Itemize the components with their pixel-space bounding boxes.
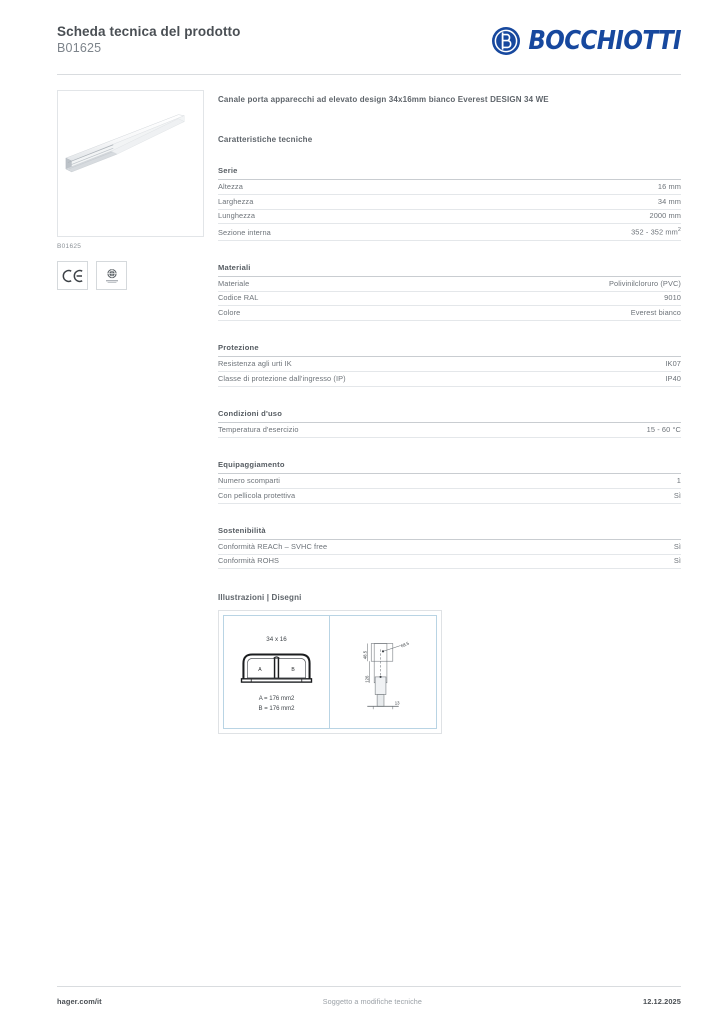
- spec-value-text: 352 - 352 mm: [631, 227, 678, 237]
- table-row: [218, 554, 681, 569]
- table-row: [218, 474, 681, 489]
- svg-text:68.5: 68.5: [400, 640, 410, 649]
- illustrations-frame: [218, 610, 442, 734]
- technical-characteristics-title: Caratteristiche tecniche: [218, 135, 313, 144]
- product-description: Canale porta apparecchi ad elevato design 34x16mm bianco Everest DESIGN 34 WE: [218, 95, 549, 104]
- spec-label: Temperatura d'esercizio: [218, 423, 543, 438]
- bocchiotti-circle-b-icon: [491, 26, 521, 56]
- spec-group-heading: Materiali: [218, 263, 681, 277]
- table-row: [218, 423, 681, 438]
- spec-label: Lunghezza: [218, 209, 456, 224]
- spec-table: [218, 180, 681, 241]
- spec-label: Sezione interna: [218, 224, 456, 240]
- spec-value: IK07: [631, 357, 681, 372]
- spec-value: IP40: [631, 372, 681, 387]
- spec-label: Numero scomparti: [218, 474, 642, 489]
- spec-label: Conformità REACh – SVHC free: [218, 540, 652, 555]
- footer-note: Soggetto a modifiche tecniche: [322, 997, 422, 1006]
- spec-value: 15 - 60 °C: [543, 423, 681, 438]
- spec-value: 1: [642, 474, 681, 489]
- spec-value: Sì: [652, 554, 681, 569]
- footer-divider: [57, 986, 681, 987]
- mounting-detail-drawing: [330, 615, 437, 729]
- spec-group-heading: Equipaggiamento: [218, 460, 681, 474]
- spec-table: [218, 357, 681, 387]
- svg-text:126: 126: [364, 675, 370, 683]
- bocchiotti-wordmark: BOCCHIOTTI: [528, 25, 681, 55]
- spec-value: 16 mm: [456, 180, 681, 195]
- spec-label: Altezza: [218, 180, 456, 195]
- spec-value: Sì: [652, 540, 681, 555]
- table-row: [218, 540, 681, 555]
- table-row: [218, 277, 681, 292]
- illustrations-title: Illustrazioni | Disegni: [218, 593, 302, 603]
- spec-table: [218, 540, 681, 570]
- spec-label: Codice RAL: [218, 291, 384, 306]
- table-row: [218, 306, 681, 321]
- svg-text:48.5: 48.5: [362, 651, 368, 660]
- svg-text:A: A: [258, 667, 262, 674]
- product-image: [57, 90, 204, 237]
- spec-label: Materiale: [218, 277, 384, 292]
- spec-group-heading: Sostenibilità: [218, 526, 681, 540]
- page-footer: [57, 997, 681, 1006]
- table-row: [218, 488, 681, 503]
- certification-marks: [57, 261, 127, 290]
- table-row: [218, 291, 681, 306]
- footer-date: 12.12.2025: [642, 997, 681, 1006]
- header-titles: [57, 22, 240, 57]
- cross-section-drawing: [223, 615, 330, 729]
- table-row: [218, 180, 681, 195]
- svg-text:A = 176 mm2: A = 176 mm2: [258, 696, 295, 703]
- svg-text:34 x 16: 34 x 16: [266, 636, 287, 644]
- table-row: [218, 357, 681, 372]
- product-image-caption: B01625: [57, 243, 82, 250]
- spec-table: [218, 277, 681, 321]
- spec-label: Con pellicola protettiva: [218, 488, 642, 503]
- spec-group-heading: Condizioni d'uso: [218, 409, 681, 423]
- footer-website[interactable]: hager.com/it: [57, 997, 102, 1006]
- spec-value: Everest bianco: [384, 306, 681, 321]
- spec-group-heading: Protezione: [218, 343, 681, 357]
- spec-value: Polivinilcloruro (PVC): [384, 277, 681, 292]
- header-divider: [57, 74, 681, 75]
- spec-label: Colore: [218, 306, 384, 321]
- spec-value: [456, 224, 681, 240]
- spec-value: 9010: [384, 291, 681, 306]
- spec-value: 34 mm: [456, 195, 681, 210]
- table-row: [218, 372, 681, 387]
- bocchiotti-logo: [491, 22, 681, 56]
- svg-text:B: B: [291, 667, 295, 674]
- spec-value: 2000 mm: [456, 209, 681, 224]
- spec-label: Conformità ROHS: [218, 554, 652, 569]
- table-row: [218, 224, 681, 240]
- svg-text:B = 176 mm2: B = 176 mm2: [258, 706, 295, 713]
- main-content: [218, 94, 681, 734]
- page-header: [57, 22, 681, 74]
- table-row: [218, 195, 681, 210]
- spec-table: [218, 423, 681, 438]
- spec-table: [218, 474, 681, 504]
- imq-mark-icon: [96, 261, 127, 290]
- spec-value: Sì: [642, 488, 681, 503]
- ce-mark-icon: [57, 261, 88, 290]
- table-row: [218, 209, 681, 224]
- spec-group-heading: Serie: [218, 166, 681, 180]
- product-reference: B01625: [57, 41, 102, 55]
- spec-label: Classe di protezione dall'ingresso (IP): [218, 372, 631, 387]
- spec-value-superscript: 2: [677, 227, 681, 234]
- spec-groups: [218, 166, 681, 569]
- page-title: Scheda tecnica del prodotto: [57, 24, 241, 39]
- spec-label: Resistenza agli urti IK: [218, 357, 631, 372]
- spec-label: Larghezza: [218, 195, 456, 210]
- svg-text:13: 13: [394, 700, 400, 706]
